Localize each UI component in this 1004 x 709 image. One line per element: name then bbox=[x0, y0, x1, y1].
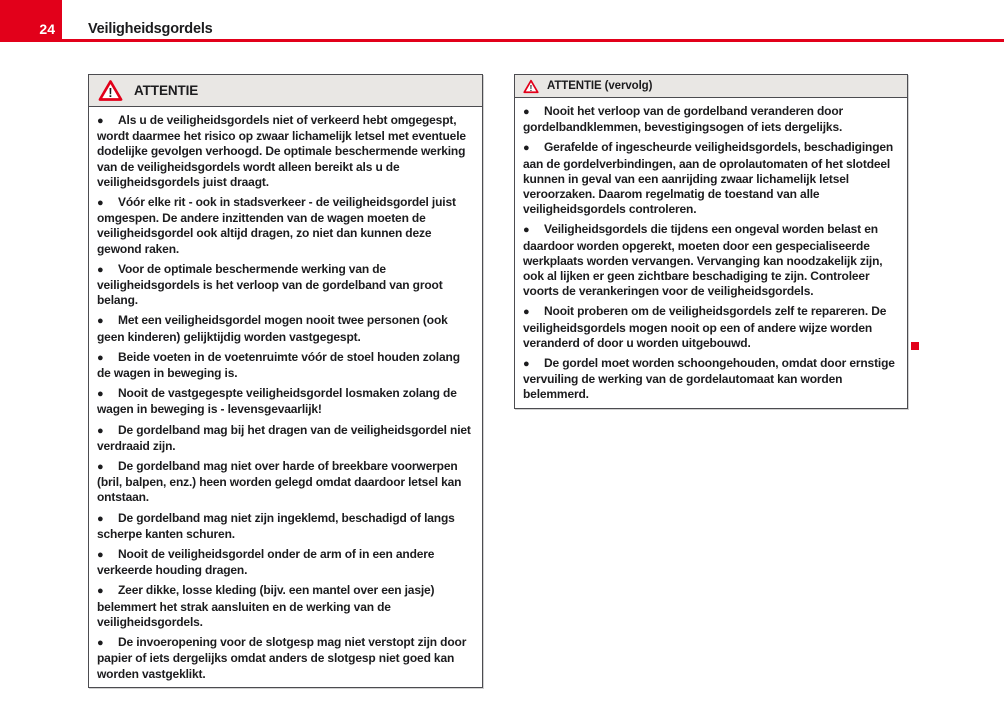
warning-bullet-item: ● Nooit de veiligheidsgordel onder de arm of in een andere verkeerde houding dragen. bbox=[97, 547, 435, 578]
warning-bullet-item: ● De gordelband mag niet zijn ingeklemd, beschadigd of langs scherpe kanten schuren. bbox=[97, 510, 455, 541]
bullet-icon: ● bbox=[97, 388, 104, 401]
warning-title: ATTENTIE (vervolg) bbox=[547, 80, 653, 92]
warning-title: ATTENTIE bbox=[134, 83, 199, 98]
bullet-icon: ● bbox=[523, 106, 530, 118]
warning-body bbox=[515, 98, 907, 408]
bullet-icon: ● bbox=[97, 512, 104, 525]
warning-bullet-item: ● Vóór elke rit - ook in stadsverkeer - de veiligheidsgordel juist omgespen. De andere inzittenden van de wagen moeten de veiligheidsgordel ook altijd dragen, zo niet dan kunnen deze gewond raken. bbox=[97, 195, 456, 256]
bullet-icon: ● bbox=[97, 424, 104, 437]
warning-header bbox=[515, 75, 907, 98]
bullet-icon: ● bbox=[523, 358, 530, 371]
bullet-icon: ● bbox=[97, 585, 104, 598]
warning-bullet-item: ● Met een veiligheidsgordel mogen nooit twee personen (ook geen kinderen) gelijktijdig worden vastgegespt. bbox=[97, 313, 448, 344]
bullet-icon: ● bbox=[97, 549, 104, 562]
bullet-icon: ● bbox=[97, 461, 104, 474]
svg-text:!: ! bbox=[529, 83, 533, 93]
warning-bullet-item: ● Beide voeten in de voetenruimte vóór de stoel houden zolang de wagen in beweging is. bbox=[97, 349, 460, 381]
warning-bullet-item: ● Gerafelde of ingescheurde veiligheidsgordels, beschadigingen aan de gordelverbindingen, aan de oprolautomaten of het slotdeel kunnen in geval van een aanrijding zwaar lichamelijk letsel veroorzaken. Daarom regelmatig de toestand van alle veiligheidsgordels controleren. bbox=[523, 140, 894, 217]
section-end-marker bbox=[911, 342, 919, 350]
page-number-block bbox=[0, 0, 62, 42]
page-title: Veiligheidsgordels bbox=[88, 21, 213, 37]
warning-triangle-icon bbox=[523, 79, 539, 94]
warning-bullet-item: ● Nooit de vastgegespte veiligheidsgordel losmaken zolang de wagen in beweging is - levensgevaarlijk! bbox=[97, 386, 457, 417]
svg-text:!: ! bbox=[108, 86, 113, 101]
warning-bullet-item: ● Voor de optimale beschermende werking van de veiligheidsgordels is het verloop van de gordelband van groot belang. bbox=[97, 261, 443, 308]
bullet-icon: ● bbox=[97, 197, 104, 210]
warning-bullet-item: ● Nooit het verloop van de gordelband veranderen door gordelbandklemmen, bevestigingsogen of iets dergelijks. bbox=[523, 104, 844, 135]
warning-bullet-item: ● De gordel moet worden schoongehouden, omdat door ernstige vervuiling de werking van de gordelautomaat kan worden belemmerd. bbox=[523, 356, 895, 402]
warning-bullet-item: ● Zeer dikke, losse kleding (bijv. een mantel over een jasje) belemmert het strak aansluiten en de werking van de veiligheidsgordels. bbox=[97, 583, 435, 629]
page-number: 24 bbox=[39, 21, 55, 37]
header-rule bbox=[0, 39, 1004, 42]
bullet-icon: ● bbox=[523, 306, 530, 319]
bullet-icon: ● bbox=[97, 351, 104, 364]
warning-bullet-item: ● De invoeropening voor de slotgesp mag niet verstopt zijn door papier of iets dergelijks omdat anders de slotgesp niet goed kan worden vastgeklikt. bbox=[97, 635, 467, 681]
bullet-icon: ● bbox=[97, 637, 104, 650]
warning-box-attentie bbox=[88, 74, 483, 688]
warning-triangle-icon bbox=[98, 79, 123, 102]
warning-bullet-item: ● Nooit proberen om de veiligheidsgordels zelf te repareren. De veiligheidsgordels mogen nooit op een of andere wijze worden veranderd of door u worden uitgebouwd. bbox=[523, 304, 887, 350]
bullet-icon: ● bbox=[523, 224, 530, 237]
warning-bullet-item: ● Als u de veiligheidsgordels niet of verkeerd hebt omgegespt, wordt daarmee het risico op zwaar lichamelijk letsel met eventuele dodelijke gevolgen verhoogd. De optimale beschermende werking van de veiligheidsgordels wordt alleen bereikt als u de veiligheidsgordels juist draagt. bbox=[97, 113, 466, 189]
warning-bullet-item: ● De gordelband mag bij het dragen van de veiligheidsgordel niet verdraaid zijn. bbox=[97, 422, 471, 453]
warning-bullet-item: ● Veiligheidsgordels die tijdens een ongeval worden belast en daardoor worden opgerekt, moeten door een gespecialiseerde werkplaats worden vervangen. Vervanging kan noodzakelijk zijn, ook al lijken er geen zichtbare beschadiging te zijn. Controleer voorts de verankeringen voor de veiligheidsgordels. bbox=[523, 222, 883, 299]
warning-box-attentie-vervolg bbox=[514, 74, 908, 409]
warning-bullet-item: ● De gordelband mag niet over harde of breekbare voorwerpen (bril, balpen, enz.) heen worden gelegd omdat daardoor letsel kan ontstaan. bbox=[97, 459, 462, 505]
bullet-icon: ● bbox=[97, 115, 104, 127]
warning-header bbox=[89, 75, 482, 107]
bullet-icon: ● bbox=[97, 315, 104, 328]
warning-body bbox=[89, 107, 482, 687]
bullet-icon: ● bbox=[97, 263, 104, 276]
bullet-icon: ● bbox=[523, 142, 530, 155]
